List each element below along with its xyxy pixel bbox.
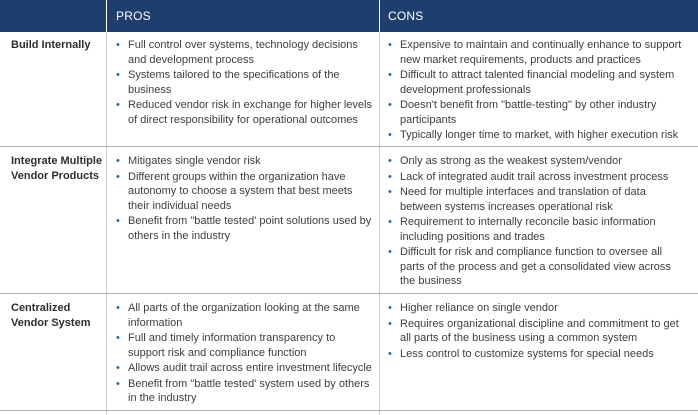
bullet-dot-icon: •: [388, 170, 392, 183]
list-item: [116, 38, 374, 67]
cons-text: Doesn't benefit from "battle-testing" by other industry participants: [400, 99, 657, 126]
bullet-dot-icon: •: [116, 215, 120, 227]
list-item: [388, 98, 688, 127]
list-item: [388, 301, 688, 316]
list-item: [116, 214, 374, 243]
list-item: [388, 128, 688, 143]
list-item: [388, 68, 688, 97]
pros-list-centralized-vendor: [116, 301, 374, 407]
cons-text: Less control to customize systems for special needs: [400, 347, 654, 360]
pros-text: Different groups within the organization have autonomy to choose a system that best meets their individual needs: [128, 170, 353, 212]
bullet-dot-icon: •: [388, 317, 392, 330]
row-label-build-internally: Build Internally: [11, 39, 91, 51]
cons-text: Higher reliance on single vendor: [400, 302, 558, 314]
bullet-dot-icon: •: [388, 69, 392, 81]
bullet-dot-icon: •: [116, 377, 120, 390]
list-item: [388, 185, 688, 214]
pros-text: Benefit from "battle tested' point solutions used by others in the industry: [128, 215, 372, 242]
bullet-dot-icon: •: [388, 39, 392, 51]
bullet-dot-icon: •: [388, 302, 392, 314]
bullet-dot-icon: •: [116, 170, 120, 183]
column-divider: [379, 32, 380, 415]
pros-text: All parts of the organization looking at the same information: [128, 302, 360, 329]
row-label-integrate-multiple: Integrate Multiple Vendor Products: [11, 155, 103, 182]
bullet-dot-icon: •: [388, 129, 392, 141]
cons-text: Requirement to internally reconcile basic information including positions and trades: [400, 216, 656, 243]
pros-text: Benefit from "battle tested' system used by others in the industry: [128, 377, 370, 404]
header-divider: [106, 0, 107, 32]
bullet-dot-icon: •: [116, 362, 120, 374]
pros-list-build-internally: [116, 38, 374, 128]
cons-text: Need for multiple interfaces and translation of data between systems increases operational risk: [400, 186, 646, 213]
list-item: [388, 245, 688, 289]
pros-text: Full and timely information transparency to support risk and compliance function: [128, 332, 336, 359]
column-divider: [106, 32, 107, 415]
list-item: [388, 154, 688, 169]
list-item: [116, 361, 374, 376]
row-divider: [0, 293, 698, 294]
cons-text: Expensive to maintain and continually enhance to support new market requirements, products and practices: [400, 39, 682, 66]
row-label-centralized-vendor: Centralized Vendor System: [11, 302, 91, 329]
list-item: [388, 347, 688, 362]
cons-list-build-internally: [388, 38, 688, 144]
pros-header: PROS: [116, 9, 151, 23]
bullet-dot-icon: •: [116, 332, 120, 344]
bullet-dot-icon: •: [388, 216, 392, 228]
list-item: [116, 301, 374, 330]
cons-text: Difficult for risk and compliance function to oversee all parts of the process and get a consolidated view across the business: [400, 246, 671, 287]
pros-text: Systems tailored to the specifications of the business: [128, 69, 340, 96]
bullet-dot-icon: •: [388, 155, 392, 167]
bullet-dot-icon: •: [388, 347, 392, 360]
cons-text: Difficult to attract talented financial modeling and system development professionals: [400, 69, 675, 96]
cons-list-centralized-vendor: [388, 301, 688, 362]
cons-text: Requires organizational discipline and commitment to get all parts of the business using a common system: [400, 317, 679, 344]
cons-text: Only as strong as the weakest system/vendor: [400, 155, 622, 167]
list-item: [388, 170, 688, 185]
list-item: [116, 331, 374, 360]
list-item: [116, 377, 374, 406]
bullet-dot-icon: •: [388, 186, 392, 198]
list-item: [116, 68, 374, 97]
list-item: [116, 154, 374, 169]
list-item: [388, 317, 688, 346]
table-header: [0, 0, 698, 32]
row-divider: [0, 146, 698, 147]
bullet-dot-icon: •: [388, 99, 392, 111]
pros-text: Allows audit trail across entire investment lifecycle: [128, 362, 372, 374]
cons-text: Lack of integrated audit trail across investment process: [400, 170, 669, 183]
bullet-dot-icon: •: [116, 302, 120, 314]
pros-text: Full control over systems, technology decisions and development process: [128, 39, 358, 66]
cons-header: CONS: [388, 9, 424, 23]
pros-list-integrate-multiple: [116, 154, 374, 244]
pros-text: Reduced vendor risk in exchange for higher levels of direct responsibility for operational outcomes: [128, 99, 372, 126]
list-item: [116, 170, 374, 214]
cons-text: Typically longer time to market, with higher execution risk: [400, 129, 679, 141]
list-item: [388, 215, 688, 244]
pros-text: Mitigates single vendor risk: [128, 155, 261, 167]
bullet-dot-icon: •: [116, 39, 120, 51]
header-divider: [379, 0, 380, 32]
bullet-dot-icon: •: [116, 99, 120, 111]
bullet-dot-icon: •: [116, 69, 120, 81]
row-divider: [0, 410, 698, 411]
list-item: [116, 98, 374, 127]
list-item: [388, 38, 688, 67]
bullet-dot-icon: •: [116, 155, 120, 167]
cons-list-integrate-multiple: [388, 154, 688, 290]
bullet-dot-icon: •: [388, 246, 392, 258]
